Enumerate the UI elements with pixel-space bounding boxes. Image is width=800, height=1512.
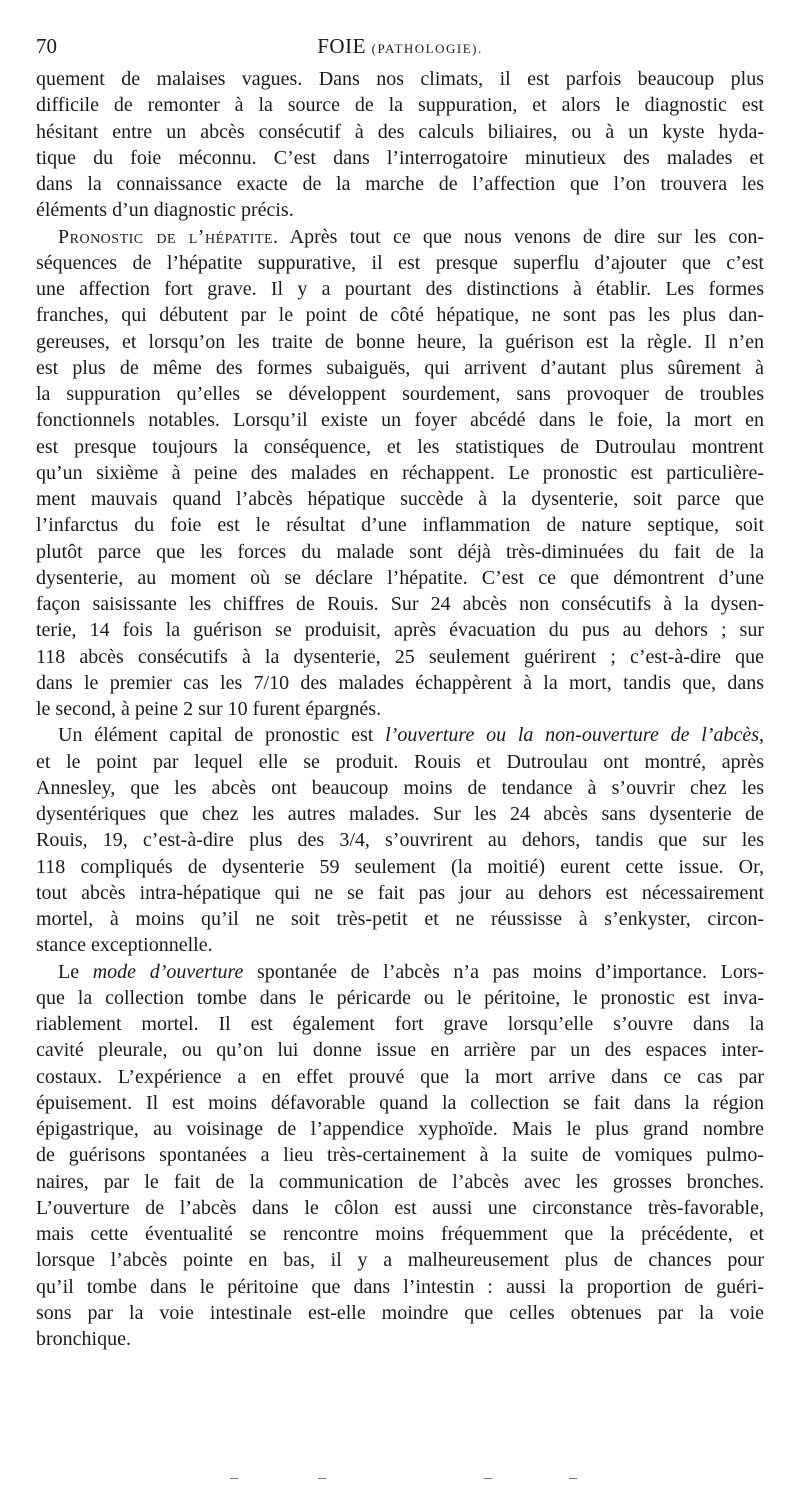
text-line: naires, par le fait de la communication de l’abcès avec les grosses bronches. xyxy=(36,1170,764,1193)
text-line: dysentériques que chez les autres malades. Sur les 24 abcès sans dysenterie de xyxy=(36,803,764,825)
text-line: Rouis, 19, c’est-à-dire plus des 3/4, s’ouvrirent au dehors, tandis que sur les xyxy=(36,829,764,852)
text-line: dysenterie, au moment où se déclare l’hépatite. C’est ce que démontrent d’une xyxy=(36,566,764,589)
text-line: bronchique. xyxy=(36,1328,131,1350)
section-heading: Pronostic de l’hépatite. xyxy=(58,225,279,248)
text-line: riablement mortel. Il est également fort grave lorsqu’elle s’ouvre dans la xyxy=(36,1013,764,1035)
text-run: Un élément capital de pronostic est xyxy=(58,724,386,747)
text-line: tique du foie méconnu. C’est dans l’interrogatoire minutieux des malades et xyxy=(36,146,764,169)
text-line xyxy=(36,722,764,748)
text-line: dans le premier cas les 7/10 des malades échappèrent à la mort, tandis que, dans xyxy=(36,671,764,694)
paragraph xyxy=(36,959,764,1353)
heading-line-text: Après tout ce que nous venons de dire sur les con- xyxy=(289,225,764,248)
text-line: stance exceptionnelle. xyxy=(36,934,213,957)
emphasis-text: mode d’ouverture xyxy=(92,960,244,983)
text-line: façon saisissante les chiffres de Rouis. Sur 24 abcès non consécutifs à la dysen- xyxy=(36,593,764,615)
header-title: FOIE xyxy=(317,34,366,58)
text-line: l’infarctus du foie est le résultat d’une inflammation de nature septique, soit xyxy=(36,514,764,537)
text-line: difficile de remonter à la source de la suppuration, et alors le diagnostic est xyxy=(36,94,764,117)
text-line: la suppuration qu’elles se développent sourdement, sans provoquer de troubles xyxy=(36,383,764,405)
paragraph xyxy=(36,722,764,958)
text-line: mortel, à moins qu’il ne soit très-petit et ne réussisse à s’enkyster, circon- xyxy=(36,908,764,930)
print-mark xyxy=(484,1478,492,1479)
text-line: cavité pleurale, ou qu’on lui donne issue en arrière par un des espaces inter- xyxy=(36,1039,764,1062)
text-line xyxy=(36,224,764,250)
text-line: ment mauvais quand l’abcès hépatique succède à la dysenterie, soit parce que xyxy=(36,488,764,510)
text-line: mais cette éventualité se rencontre moins fréquemment que la précédente, et xyxy=(36,1223,764,1245)
text-line: qu’un sixième à peine des malades en réchappent. Le pronostic est particulière- xyxy=(36,461,764,484)
text-line: une affection fort grave. Il y a pourtant des distinctions à établir. Les formes xyxy=(36,278,764,300)
text-line: gereuses, et lorsqu’on les traite de bonne heure, la guérison est la règle. Il n’en xyxy=(36,330,764,353)
text-line: fonctionnels notables. Lorsqu’il existe un foyer abcédé dans le foie, la mort en xyxy=(36,409,764,432)
paragraph xyxy=(36,66,764,224)
text-line: franches, qui débutent par le point de côté hépatique, ne sont pas les plus dan- xyxy=(36,304,764,327)
text-line: de guérisons spontanées a lieu très-certainement à la suite de vomiques pulmo- xyxy=(36,1144,764,1167)
text-line: éléments d’un diagnostic précis. xyxy=(36,199,294,222)
text-line: épigastrique, au voisinage de l’appendice xyphoïde. Mais le plus grand nombre xyxy=(36,1118,764,1140)
text-line: le second, à peine 2 sur 10 furent épargnés. xyxy=(36,698,382,720)
text-line: dans la connaissance exacte de la marche de l’affection que l’on trouvera les xyxy=(36,173,764,195)
page-header-title xyxy=(36,30,764,65)
text-line: est plus de même des formes subaiguës, qui arrivent d’autant plus sûrement à xyxy=(36,356,764,379)
text-line: terie, 14 fois la guérison se produisit, après évacuation du pus au dehors ; sur xyxy=(36,619,764,642)
text-line: séquences de l’hépatite suppurative, il est presque superflu d’ajouter que c’est xyxy=(36,251,764,274)
text-line: que la collection tombe dans le péricarde ou le péritoine, le pronostic est inva- xyxy=(36,986,764,1009)
body-text xyxy=(36,66,764,1352)
print-mark xyxy=(318,1478,326,1479)
text-line: sons par la voie intestinale est-elle moindre que celles obtenues par la voie xyxy=(36,1301,764,1324)
header-subtitle: (PATHOLOGIE). xyxy=(371,41,483,56)
text-line: qu’il tombe dans le péritoine que dans l’intestin : aussi la proportion de guéri- xyxy=(36,1275,764,1298)
emphasis-text: l’ouverture ou la non-ouverture de l’abcès xyxy=(385,724,759,747)
text-line: 118 abcès consécutifs à la dysenterie, 25 seulement guérirent ; c’est-à-dire que xyxy=(36,645,764,668)
print-mark xyxy=(230,1478,238,1479)
page-number: 70 xyxy=(36,34,57,58)
paragraph xyxy=(36,224,764,723)
text-line: épuisement. Il est moins défavorable quand la collection se fait dans la région xyxy=(36,1091,764,1114)
text-line: quement de malaises vagues. Dans nos climats, il est parfois beaucoup plus xyxy=(36,68,764,90)
text-line: lorsque l’abcès pointe en bas, il y a malheureusement plus de chances pour xyxy=(36,1249,764,1272)
text-run: Le xyxy=(58,960,93,983)
text-line: et le point par lequel elle se produit. Rouis et Dutroulau ont montré, après xyxy=(36,750,764,773)
page-footer-marks xyxy=(0,1470,800,1490)
text-line: plutôt parce que les forces du malade sont déjà très-diminuées du fait de la xyxy=(36,540,764,563)
text-line: Annesley, que les abcès ont beaucoup moins de tendance à s’ouvrir chez les xyxy=(36,776,764,799)
text-run: spontanée de l’abcès n’a pas moins d’importance. Lors- xyxy=(243,960,764,983)
text-line: L’ouverture de l’abcès dans le côlon est aussi une circonstance très-favorable, xyxy=(36,1196,764,1219)
text-line: tout abcès intra-hépatique qui ne se fait pas jour au dehors est nécessairement xyxy=(36,881,764,904)
text-run: , xyxy=(759,724,764,747)
running-head xyxy=(36,30,764,62)
text-line: est presque toujours la conséquence, et les statistiques de Dutroulau montrent xyxy=(36,435,764,458)
text-line: costaux. L’expérience a en effet prouvé que la mort arrive dans ce cas par xyxy=(36,1065,764,1088)
text-line: hésitant entre un abcès consécutif à des calculs biliaires, ou à un kyste hyda- xyxy=(36,120,764,143)
print-mark xyxy=(569,1478,577,1479)
text-line: 118 compliqués de dysenterie 59 seulement (la moitié) eurent cette issue. Or, xyxy=(36,855,764,878)
text-line xyxy=(36,959,764,985)
